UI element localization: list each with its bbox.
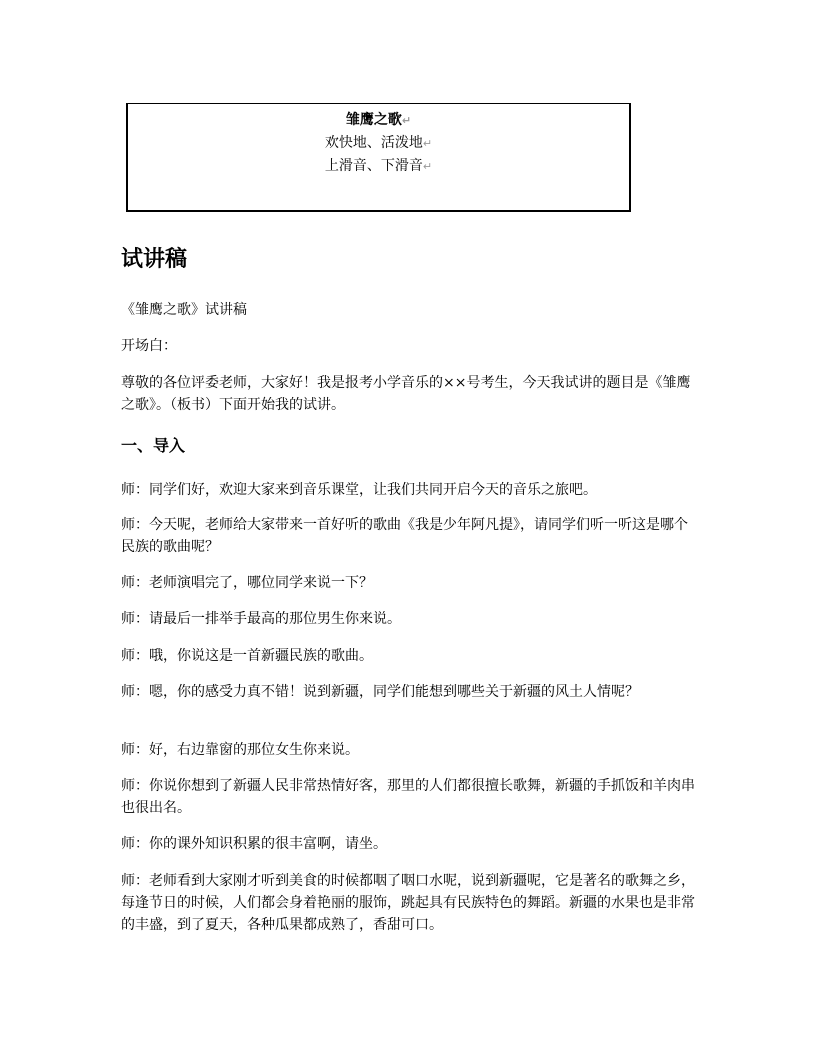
paragraph: 师：请最后一排举手最高的那位男生你来说。 xyxy=(121,611,401,627)
paragraph-lesson-name: 《雏鹰之歌》试讲稿 xyxy=(121,302,247,318)
document-title: 试讲稿 xyxy=(121,247,188,272)
paragraph-mark: ↵ xyxy=(401,114,412,127)
boxed-title-line xyxy=(128,109,629,132)
boxed-title: 雏鹰之歌 xyxy=(345,112,402,128)
paragraph-mark: ↵ xyxy=(422,160,433,173)
paragraph: 师：你的课外知识积累的很丰富啊，请坐。 xyxy=(121,836,387,852)
boxed-line-2-text: 欢快地、活泼地 xyxy=(324,135,423,151)
paragraph: 师：好，右边靠窗的那位女生你来说。 xyxy=(121,742,359,758)
boxed-line-3 xyxy=(128,155,629,178)
paragraph: 师：同学们好，欢迎大家来到音乐课堂，让我们共同开启今天的音乐之旅吧。 xyxy=(121,482,597,498)
paragraph: 师：老师看到大家刚才听到美食的时候都咽了咽口水呢，说到新疆呢，它是著名的歌舞之乡，每逢节日的时候，人们都会身着艳丽的服饰，跳起具有民族特色的舞蹈。新疆的水果也是非常的丰盛，到了夏天，各种瓜果都成熟了，香甜可口。 xyxy=(121,873,695,933)
section-title-intro: 一、导入 xyxy=(121,436,186,455)
boxed-line-2 xyxy=(128,132,629,155)
paragraph: 师：嗯，你的感受力真不错！说到新疆，同学们能想到哪些关于新疆的风土人情呢？ xyxy=(121,684,639,700)
paragraph: 师：你说你想到了新疆人民非常热情好客，那里的人们都很擅长歌舞，新疆的手抓饭和羊肉串也很出名。 xyxy=(121,778,695,816)
paragraph-mark: ↵ xyxy=(422,137,433,150)
paragraph-opening-speech: 尊敬的各位评委老师，大家好！我是报考小学音乐的××号考生，今天我试讲的题目是《雏鹰之歌》。（板书）下面开始我的试讲。 xyxy=(121,375,691,413)
paragraph: 师：今天呢，老师给大家带来一首好听的歌曲《我是少年阿凡提》，请同学们听一听这是哪个民族的歌曲呢？ xyxy=(121,517,688,555)
boxed-line-3-text: 上滑音、下滑音 xyxy=(324,158,423,174)
paragraph: 师：老师演唱完了，哪位同学来说一下？ xyxy=(121,575,373,591)
boxed-text-frame xyxy=(126,103,631,212)
paragraph-opening-label: 开场白： xyxy=(121,338,177,354)
paragraph: 师：哦，你说这是一首新疆民族的歌曲。 xyxy=(121,648,373,664)
